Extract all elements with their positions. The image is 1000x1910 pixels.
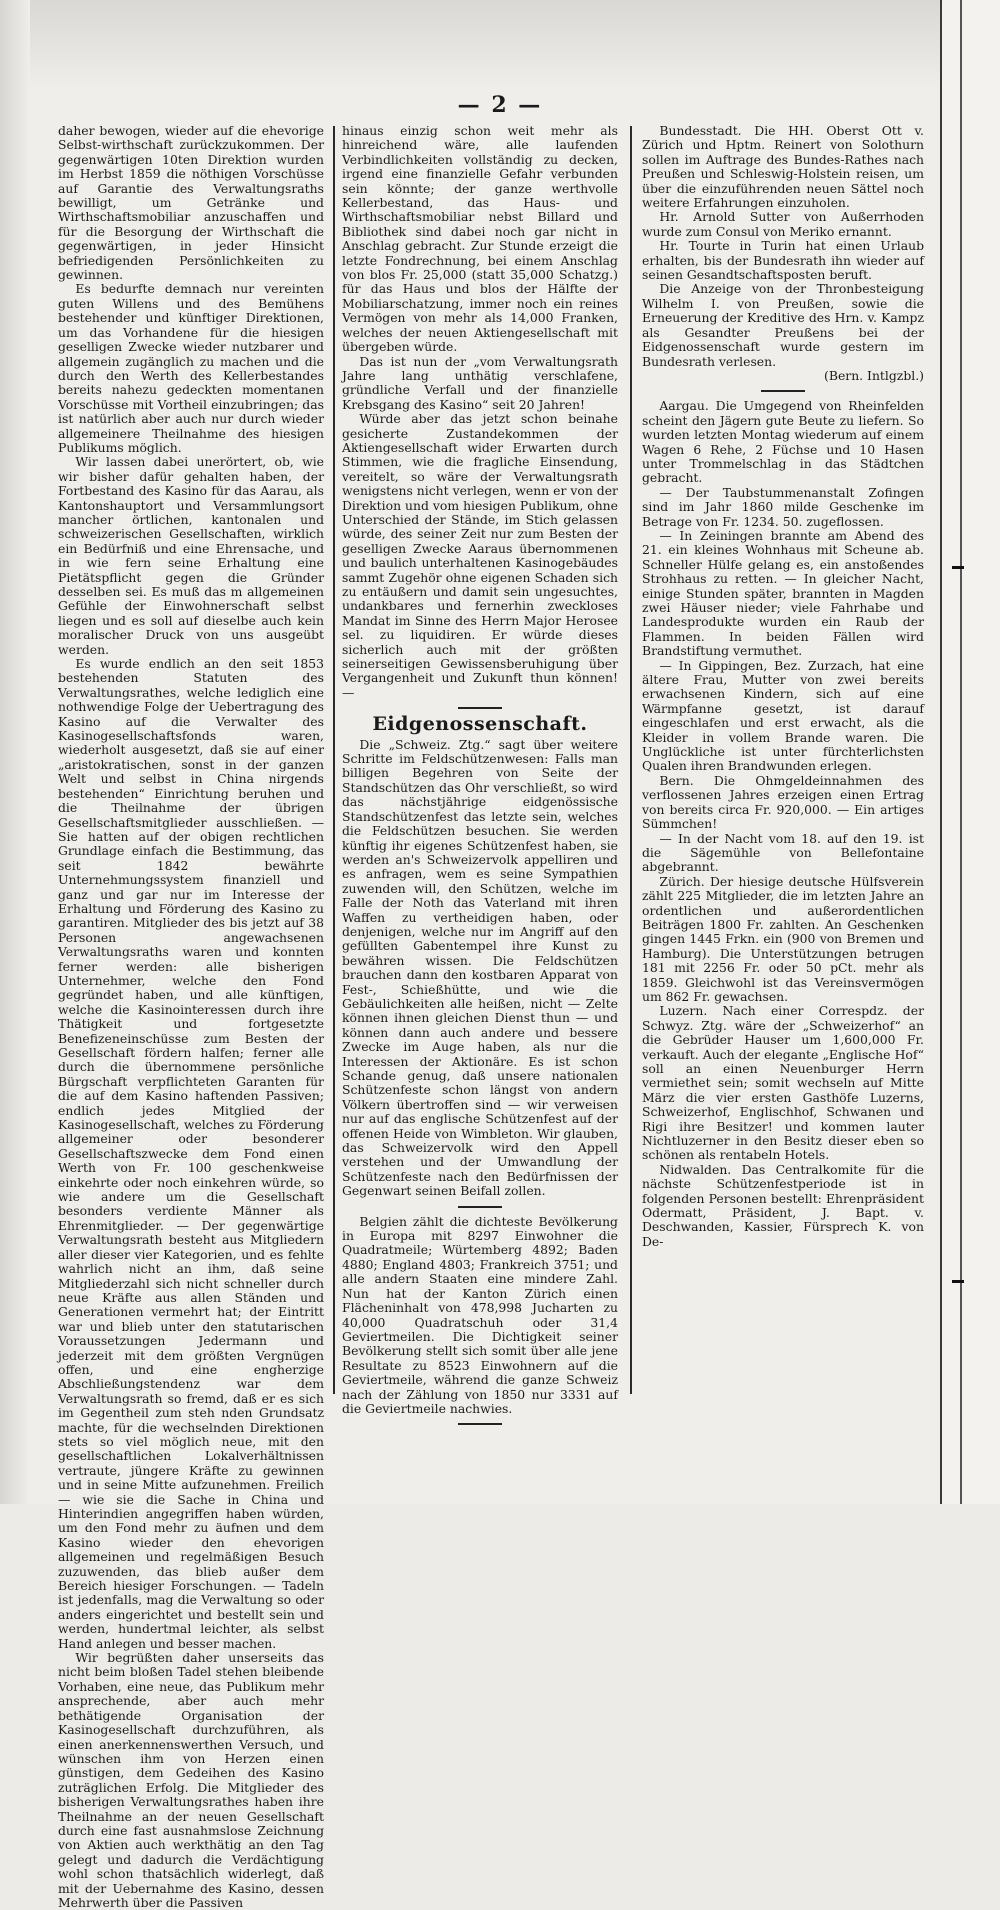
paragraph: Nidwalden. Das Centralkomite für die nächste Schützenfestperiode ist in folgenden Personen bestellt: Ehrenpräsident Odermatt, Präsident, J. Bapt. v. Deschwanden, Kassier, Fürsprech K. von De- xyxy=(642,1161,924,1249)
paragraph: Hr. Tourte in Turin hat einen Urlaub erhalten, bis der Bundesrath ihn wieder auf seinen Gesandtschaftsposten beruft. xyxy=(642,238,924,283)
paragraph: Luzern. Nach einer Correspdz. der Schwyz. Ztg. wäre der „Schweizerhof“ an die Gebrüder Hauser um 1,600,000 Fr. verkauft. Auch der elegante „Englische Hof“ soll an einen Neuenburger Herrn vermiethet sein; somit wechseln auf Mitte März die vier ersten Gasthöfe Luzerns, Schweizerhof, Englischhof, Schwanen und Rigi ihre Besitzer! und kommen lauter Nichtluzerner in den Besitz dieser eben so schönen als rentabeln Hotels. xyxy=(642,1003,924,1163)
paragraph: Wir begrüßten daher unserseits das nicht beim bloßen Tadel stehen bleibende Vorhaben, eine neue, das Publikum mehr ansprechende, aber auch mehr bethätigende Organisation der Kasinogesellschaft durchzuführen, als einen anerkennenswerthen Versuch, und wünschen ihm von Herzen einen günstigen, dem Gedeihen des Kasino zuträglichen Erfolg. Die Mitglieder des bisherigen Verwaltungsrathes haben ihre Theilnahme an der neuen Gesellschaft durch eine fast ausnahmslose Zeichnung von Aktien auch werkthätig an den Tag gelegt und dadurch die Verdächtigung wohl schon thatsächlich widerlegt, daß mit der Uebernahme des Kasino, dessen Mehrwerth über die Passiven xyxy=(58,1650,324,1910)
section-separator xyxy=(458,1206,502,1208)
paragraph: hinaus einzig schon weit mehr als hinreichend wäre, alle laufenden Verbindlichkeiten vollständig zu decken, irgend eine finanzielle Gefahr verbunden sein könnte; der ganze werthvolle Kellerbestand, das Haus- und Wirthschaftsmobiliar nebst Billard und Bibliothek sind dabei noch gar nicht in Anschlag gebracht. Zur Stunde erzeigt die letzte Fondrechnung, bei einem Anschlag von blos Fr. 25,000 (statt 35,000 Schatzg.) für das Haus und blos der Hälfte der Mobiliarschatzung, immer noch ein reines Vermögen von mehr als 14,000 Franken, welches der neuen Aktiengesellschaft mit übergeben würde. xyxy=(342,123,618,355)
paragraph: Zürich. Der hiesige deutsche Hülfsverein zählt 225 Mitglieder, die im letzten Jahre an ordentlichen und außerordentlichen Beiträgen 1800 Fr. zahlten. An Geschenken gingen 1445 Frkn. ein (900 von Bremen und Hamburg). Die Unterstützungen betrugen 181 mit 2256 Fr. oder 50 pCt. mehr als 1859. Gleichwohl ist das Vereinsvermögen um 862 Fr. gewachsen. xyxy=(642,873,924,1004)
source-attribution: (Bern. Intlgzbl.) xyxy=(824,367,924,383)
page-fold-line xyxy=(960,0,962,1504)
column-rule-1 xyxy=(333,126,335,1394)
page-number: — 2 — xyxy=(457,92,543,118)
column-rule-2 xyxy=(630,126,632,1394)
paragraph: Bundesstadt. Die HH. Oberst Ott v. Zürich und Hptm. Reinert von Solothurn sollen im Auftrage des Bundes-Rathes nach Preußen und Schleswig-Holstein reisen, um über die einzuführenden neuen Sättel noch weitere Erfahrungen einzuholen. xyxy=(642,123,924,211)
paragraph: — In Zeiningen brannte am Abend des 21. ein kleines Wohnhaus mit Scheune ab. Schneller Hülfe gelang es, ein anstoßendes Strohhaus zu retten. — In gleicher Nacht, einige Stunden später, brannten in Magden zwei Häuser nieder; viele Fahrhabe und Landesprodukte wurden ein Raub der Flammen. In beiden Fällen wird Brandstiftung vermuthet. xyxy=(642,527,924,659)
section-separator xyxy=(458,707,502,709)
paragraph: Hr. Arnold Sutter von Außerrhoden wurde zum Consul von Meriko ernannt. xyxy=(642,209,924,239)
section-heading: Eidgenossenschaft. xyxy=(372,713,588,736)
scan-shadow-left xyxy=(0,0,30,1504)
paragraph: Es wurde endlich an den seit 1853 bestehenden Statuten des Verwaltungsrathes, welche lediglich eine nothwendige Folge der Uebertragung des Kasino auf die Verwalter des Kasinogesellschaftsfonds waren, wiederholt ausgesetzt, daß sie auf einer „aristokratischen, sonst in der ganzen Welt und selbst in China nirgends bestehenden“ Einrichtung beruhen und die Theilnahme der übrigen Gesellschaftsmitglieder ausschließen. — Sie hatten auf der obigen rechtlichen Grundlage einfach die Bestimmung, das seit 1842 bewährte Unternehmungssystem finanziell und ganz und gar nur im Interesse der Erhaltung und Förderung des Kasino zu garantiren. Mitglieder des bis jetzt auf 38 Personen angewachsenen Verwaltungsraths waren und konnten ferner werden: alle bisherigen Unternehmer, welche den Fond gegründet haben, und alle künftigen, welche die Kasinointeressen durch ihre Thätigkeit und fortgesetzte Benefizeneinschüsse zum Besten der Gesellschaft fördern halfen; ferner alle durch die übernommene persönliche Bürgschaft verpflichteten Garanten für die auf dem Kasino haftenden Passiven; endlich jedes Mitglied der Kasinogesellschaft, welches zu Förderung allgemeiner oder besonderer Gesellschaftszwecke dem Fond einen Werth von Fr. 100 geschenkweise einkehrte oder noch einkehren würde, so wie andere um die Gesellschaft besonders verdiente Männer als Ehrenmitglieder. — Der gegenwärtige Verwaltungsrath besteht aus Mitgliedern aller dieser vier Kategorien, und es fehlte wahrlich nicht an ihm, daß seine Mitgliederzahl sich nicht schneller durch neue Kräfte aus allen Ständen und Generationen vermehrt hat; der Eintritt war und blieb unter den statutarischen Voraussetzungen Jedermann und jederzeit mit dem größten Vergnügen offen, und eine engherzige Abschließungstendenz war dem Verwaltungsrath so fremd, daß er es sich im Gegentheil zum steh nden Grundsatz machte, für die wechselnden Direktionen stets so viel möglich neue, mit den gesellschaftlichen Lokalverhältnissen vertraute, jüngere Kräfte zu gewinnen und in seine Mitte aufzunehmen. Freilich — wie sie die Sache in China und Hinterindien angegriffen haben würden, um den Fond mehr zu äufnen und dem Kasino wieder den ehevorigen allgemeinen und regelmäßigen Besuch zuzuwenden, das blieb außer dem Bereich hiesiger Forschungen. — Tadeln ist jedenfalls, mag die Verwaltung so oder anders eingerichtet und bestellt sein und werden, hundertmal leichter, als selbst Hand anlegen und besser machen. xyxy=(58,656,324,1651)
column-3 xyxy=(642,124,924,1249)
paragraph: daher bewogen, wieder auf die ehevorige Selbst-wirthschaft zurückzukommen. Der gegenwärtigen 10ten Direktion wurden im Herbst 1859 die nöthigen Vorschüsse auf Garantie des Verwaltungsraths bewilligt, um Getränke und Wirthschaftsmobiliar anzuschaffen und für die Besorgung der Wirthschaft die gegenwärtigen, in jeder Hinsicht befriedigenden Persönlichkeiten zu gewinnen. xyxy=(58,123,324,283)
section-separator xyxy=(458,1423,502,1425)
margin-mark xyxy=(952,566,964,569)
paragraph: — In Gippingen, Bez. Zurzach, hat eine ältere Frau, Mutter von zwei bereits erwachsenen Kindern, sich auf eine Wärmpfanne gesetzt, ist darauf eingeschlafen und erst erwacht, als die Kleider in vollem Brande waren. Die Unglückliche ist unter fürchterlichsten Qualen ihren Brandwunden erlegen. xyxy=(642,657,924,774)
paragraph: Bern. Die Ohmgeldeinnahmen des verflossenen Jahres erzeigen einen Ertrag von bereits circa Fr. 920,000. — Ein artiges Sümmchen! xyxy=(642,772,924,832)
paragraph: Wir lassen dabei unerörtert, ob, wie wir bisher dafür gehalten haben, der Fortbestand des Kasino für das Aarau, als Kantonshauptort und Versammlungsort mancher örtlichen, kantonalen und schweizerischen Gesellschaften, wirklich ein Bedürfniß und eine Ehrensache, und in wie fern seine Erhaltung eine Pietätspflicht gegen die Gründer desselben sei. Es muß das m allgemeinen Gefühle der Einwohnerschaft selbst liegen und es soll auf dieselbe auch kein moralischer Druck von uns ausgeübt werden. xyxy=(58,454,324,657)
paragraph: Würde aber das jetzt schon beinahe gesicherte Zustandekommen der Aktiengesellschaft wider Erwarten durch Stimmen, wie die fragliche Einsendung, vereitelt, so wäre der Verwaltungsrath wenigstens nicht verlegen, wenn er von der Direktion und vom hiesigen Publikum, ohne Unterschied der Stände, im Stich gelassen würde, des seiner Zeit nur zum Besten der geselligen Zwecke Aaraus übernommenen und baulich unterhaltenen Kasinogebäudes sammt Zugehör ohne eigenen Schaden sich zu entäußern und damit sein ungesuchtes, undankbares und fernerhin zweckloses Mandat im Sinne des Herrn Major Herosee sel. zu liquidiren. Er würde dieses sicherlich auch mit der größten seinerseitigen Gewissensberuhigung über Vergangenheit und Zukunft thun können! — xyxy=(342,411,618,700)
paragraph: Die Anzeige von der Thronbesteigung Wilhelm I. von Preußen, sowie die Erneuerung der Kreditive des Hrn. v. Kampz als Gesandter Preußens bei der Eidgenossenschaft wurde gestern im Bundesrath verlesen. xyxy=(642,281,924,369)
paragraph: Es bedurfte demnach nur vereinten guten Willens und des Bemühens bestehender und künftiger Direktionen, um das Vorhandene für die hiesigen geselligen Zwecke wieder nutzbarer und allgemein zugänglich zu machen und die durch den Werth des Kellerbestandes bereits nahezu gedeckten momentanen Vorschüsse mit Vortheil einzubringen; das ist natürlich aber auch nur durch wieder allgemeinere Theilnahme des hiesigen Publikums möglich. xyxy=(58,281,324,455)
paragraph: Die „Schweiz. Ztg.“ sagt über weitere Schritte im Feldschützenwesen: Falls man billigen Begehren von Seite der Standschützen das Ohr verschließt, so wird das nächstjährige eidgenössische Standschützenfest das letzte sein, welches die Feldschützen besuchen. Sie werden künftig ihr eigenes Schützenfest haben, sie werden an's Schweizervolk appelliren und es anfragen, wem es seine Sympathien zuwenden will, den Schützen, welche im Falle der Noth das Vaterland mit ihren Waffen zu vertheidigen haben, oder denjenigen, welche nur im Angriff auf den gefüllten Gabentempel ihre Kunst zu bewähren wissen. Die Feldschützen brauchen dann den kostbaren Apparat von Fest-, Schießhütte, und wie die Gebäulichkeiten alle heißen, nicht — Zelte können ihnen gleichen Dienst thun — und können dann auch andere und bessere Zwecke im Auge haben, als nur die Interessen der Aktionäre. Es ist schon Schande genug, daß unsere nationalen Schützenfeste schon längst von andern Völkern übertroffen sind — wir verweisen nur auf das englische Schützenfest auf der offenen Heide von Wimbleton. Wir glauben, das Schweizervolk wird den Appell verstehen und der Umwandlung der Schützenfeste nach den Bedürfnissen der Gegenwart seinen Beifall zollen. xyxy=(342,736,618,1199)
adjacent-page-edge xyxy=(940,0,1000,1504)
paragraph: — Der Taubstummenanstalt Zofingen sind im Jahr 1860 milde Geschenke im Betrage von Fr. 1234. 50. zugeflossen. xyxy=(642,484,924,529)
paragraph: Belgien zählt die dichteste Bevölkerung in Europa mit 8297 Einwohner die Quadratmeile; Würtemberg 4892; Baden 4880; England 4803; Frankreich 3751; und alle andern Staaten eine mindere Zahl. Nun hat der Kanton Zürich einen Flächeninhalt von 478,998 Jucharten zu 40,000 Quadratschuh oder 31,4 Geviertmeilen. Die Dichtigkeit seiner Bevölkerung stellt sich somit über alle jene Resultate zu 8523 Einwohnern auf die Geviertmeile, während die ganze Schweiz nach der Zählung von 1850 nur 3331 auf die Geviertmeile nachwies. xyxy=(342,1213,618,1416)
column-2 xyxy=(342,124,618,1432)
column-1 xyxy=(58,124,324,1910)
margin-mark xyxy=(952,1280,964,1283)
paragraph: — In der Nacht vom 18. auf den 19. ist die Sägemühle von Bellefontaine abgebrannt. xyxy=(642,830,924,875)
paragraph: Das ist nun der „vom Verwaltungsrath Jahre lang unthätig verschlafene, gründliche Verfall und der finanzielle Krebsgang des Kasino“ seit 20 Jahren! xyxy=(342,353,618,412)
scan-shadow-top xyxy=(0,0,1000,90)
section-separator xyxy=(761,390,805,392)
paragraph: Aargau. Die Umgegend von Rheinfelden scheint den Jägern gute Beute zu liefern. So wurden letzten Montag wiederum auf einem Wagen 6 Rehe, 2 Füchse und 10 Hasen unter Trommelschlag in das Städtchen gebracht. xyxy=(642,398,924,486)
